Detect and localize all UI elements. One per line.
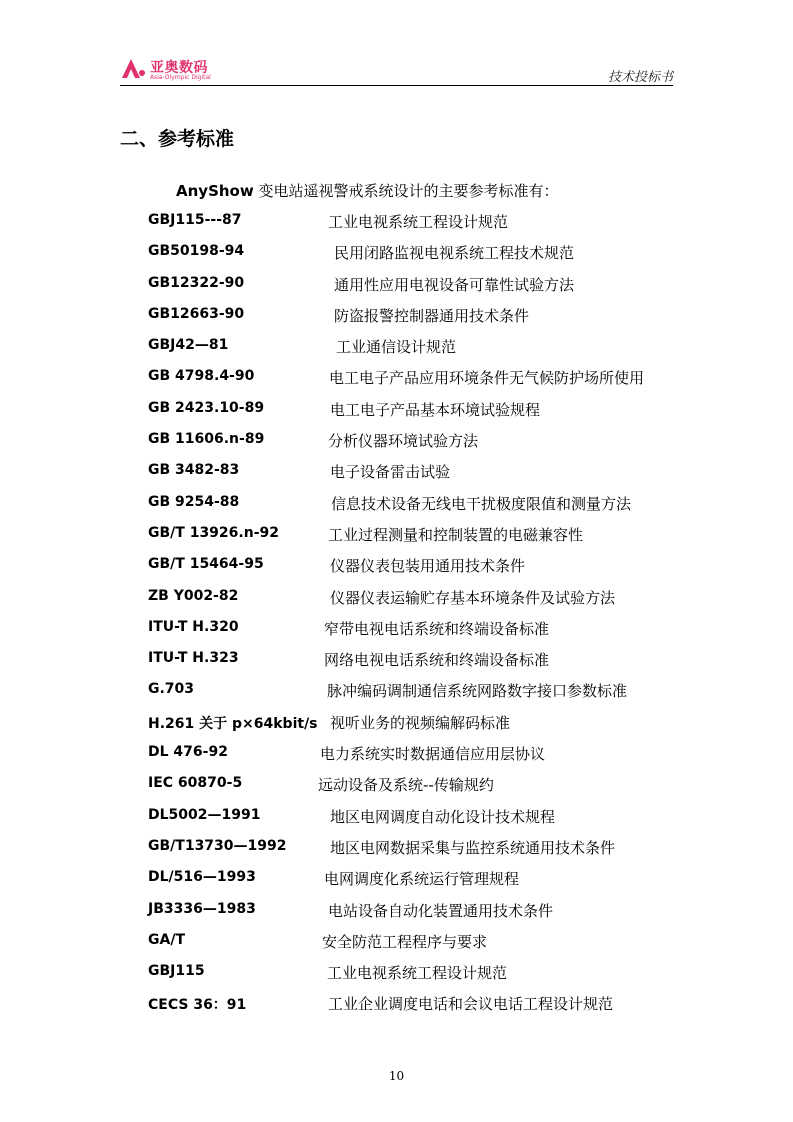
standard-row <box>0 645 793 676</box>
standard-name: 工业企业调度电话和会议电话工程设计规范 <box>328 995 614 1014</box>
section-title: 二、参考标准 <box>120 128 235 150</box>
standard-code: GBJ115 <box>148 963 205 980</box>
standard-code: H.261 关于 p×64kbit/s <box>148 715 318 732</box>
standard-code: GBJ115---87 <box>148 212 242 228</box>
standard-code: GB 2423.10-89 <box>148 399 265 416</box>
standard-code: G.703 <box>148 681 195 698</box>
standard-row <box>0 739 793 770</box>
intro-brand: AnyShow <box>176 182 254 200</box>
document-type-label: 技术投标书 <box>607 70 673 85</box>
logo-chinese-name: 亚奥数码 <box>150 60 208 76</box>
standard-code: GB 11606.n-89 <box>148 431 265 448</box>
standard-row <box>0 896 793 927</box>
standard-code: DL5002—1991 <box>148 806 261 823</box>
standard-row <box>0 614 793 645</box>
standard-name: 电工电子产品基本环境试验规程 <box>330 400 541 419</box>
standard-name: 电工电子产品应用环境条件无气候防护场所使用 <box>329 369 645 388</box>
standard-name: 电网调度化系统运行管理规程 <box>324 870 520 889</box>
standard-row <box>0 583 793 614</box>
standard-row <box>0 301 793 332</box>
standard-row <box>0 270 793 301</box>
standard-code: GB/T 13926.n-92 <box>148 524 279 541</box>
standard-name: 网络电视电话系统和终端设备标准 <box>324 651 550 670</box>
standard-row <box>0 864 793 895</box>
standard-name: 视听业务的视频编解码标准 <box>330 713 511 732</box>
standard-row <box>0 332 793 363</box>
standard-row <box>0 207 793 238</box>
standard-row <box>0 833 793 864</box>
header-divider <box>120 85 673 86</box>
standard-code: GB 4798.4-90 <box>148 368 255 385</box>
standard-row <box>0 676 793 707</box>
standard-name: 电力系统实时数据通信应用层协议 <box>320 745 546 764</box>
standard-row <box>0 927 793 958</box>
standard-row <box>0 770 793 801</box>
standard-code: GB12663-90 <box>148 305 245 322</box>
logo-mark-icon <box>120 56 146 80</box>
standard-code: JB3336—1983 <box>148 900 256 917</box>
standard-name: 地区电网数据采集与监控系统通用技术条件 <box>330 838 616 857</box>
standard-row <box>0 520 793 551</box>
standard-code: ITU-T H.320 <box>148 618 239 635</box>
standard-name: 分析仪器环境试验方法 <box>328 432 479 451</box>
standard-row <box>0 363 793 394</box>
standard-row <box>0 989 793 1020</box>
standard-code: GB/T 15464-95 <box>148 556 264 573</box>
standard-code: DL/516—1993 <box>148 869 256 886</box>
standard-code: GB12322-90 <box>148 274 245 291</box>
standard-name: 工业电视系统工程设计规范 <box>327 964 508 983</box>
page-number: 10 <box>388 1069 405 1083</box>
standard-name: 工业电视系统工程设计规范 <box>328 213 509 231</box>
standard-name: 信息技术设备无线电干扰极度限值和测量方法 <box>331 494 632 513</box>
standard-row <box>0 426 793 457</box>
intro-paragraph <box>176 180 559 201</box>
logo-english-name: Asia-Olympic Digital <box>150 74 211 81</box>
standard-code: GB 3482-83 <box>148 462 240 479</box>
standard-name: 远动设备及系统--传输规约 <box>318 776 494 795</box>
standard-name: 通用性应用电视设备可靠性试验方法 <box>334 275 575 294</box>
standard-code: IEC 60870-5 <box>148 775 243 792</box>
standard-row <box>0 708 793 739</box>
standard-row <box>0 238 793 269</box>
standard-row <box>0 551 793 582</box>
standard-code: GBJ42—81 <box>148 337 229 354</box>
standard-row <box>0 489 793 520</box>
standard-code: GB/T13730—1992 <box>148 837 287 854</box>
standard-code: ZB Y002-82 <box>148 587 239 604</box>
standard-name: 仪器仪表运输贮存基本环境条件及试验方法 <box>330 588 616 607</box>
standards-list <box>0 207 793 1021</box>
standard-name: 民用闭路监视电视系统工程技术规范 <box>334 244 575 263</box>
standard-name: 仪器仪表包装用通用技术条件 <box>330 557 526 576</box>
standard-name: 工业过程测量和控制装置的电磁兼容性 <box>328 525 584 544</box>
intro-text: 变电站遥视警戒系统设计的主要参考标准有： <box>253 182 559 200</box>
standard-name: 脉冲编码调制通信系统网路数字接口参数标准 <box>327 682 628 701</box>
standard-row <box>0 395 793 426</box>
standard-name: 地区电网调度自动化设计技术规程 <box>330 807 556 826</box>
standard-code: GA/T <box>148 931 185 948</box>
standard-name: 工业通信设计规范 <box>336 338 457 357</box>
standard-code: ITU-T H.323 <box>148 650 239 667</box>
standard-name: 安全防范工程程序与要求 <box>322 932 488 951</box>
standard-name: 电子设备雷击试验 <box>330 463 451 482</box>
standard-name: 防盗报警控制器通用技术条件 <box>334 306 530 325</box>
standard-code: DL 476-92 <box>148 744 228 761</box>
standard-name: 窄带电视电话系统和终端设备标准 <box>324 619 550 638</box>
standard-name: 电站设备自动化装置通用技术条件 <box>328 901 554 920</box>
standard-row <box>0 958 793 989</box>
standard-row <box>0 802 793 833</box>
standard-code: GB 9254-88 <box>148 493 240 510</box>
standard-code: GB50198-94 <box>148 243 245 260</box>
standard-row <box>0 457 793 488</box>
standard-code: CECS 36：91 <box>148 997 247 1014</box>
